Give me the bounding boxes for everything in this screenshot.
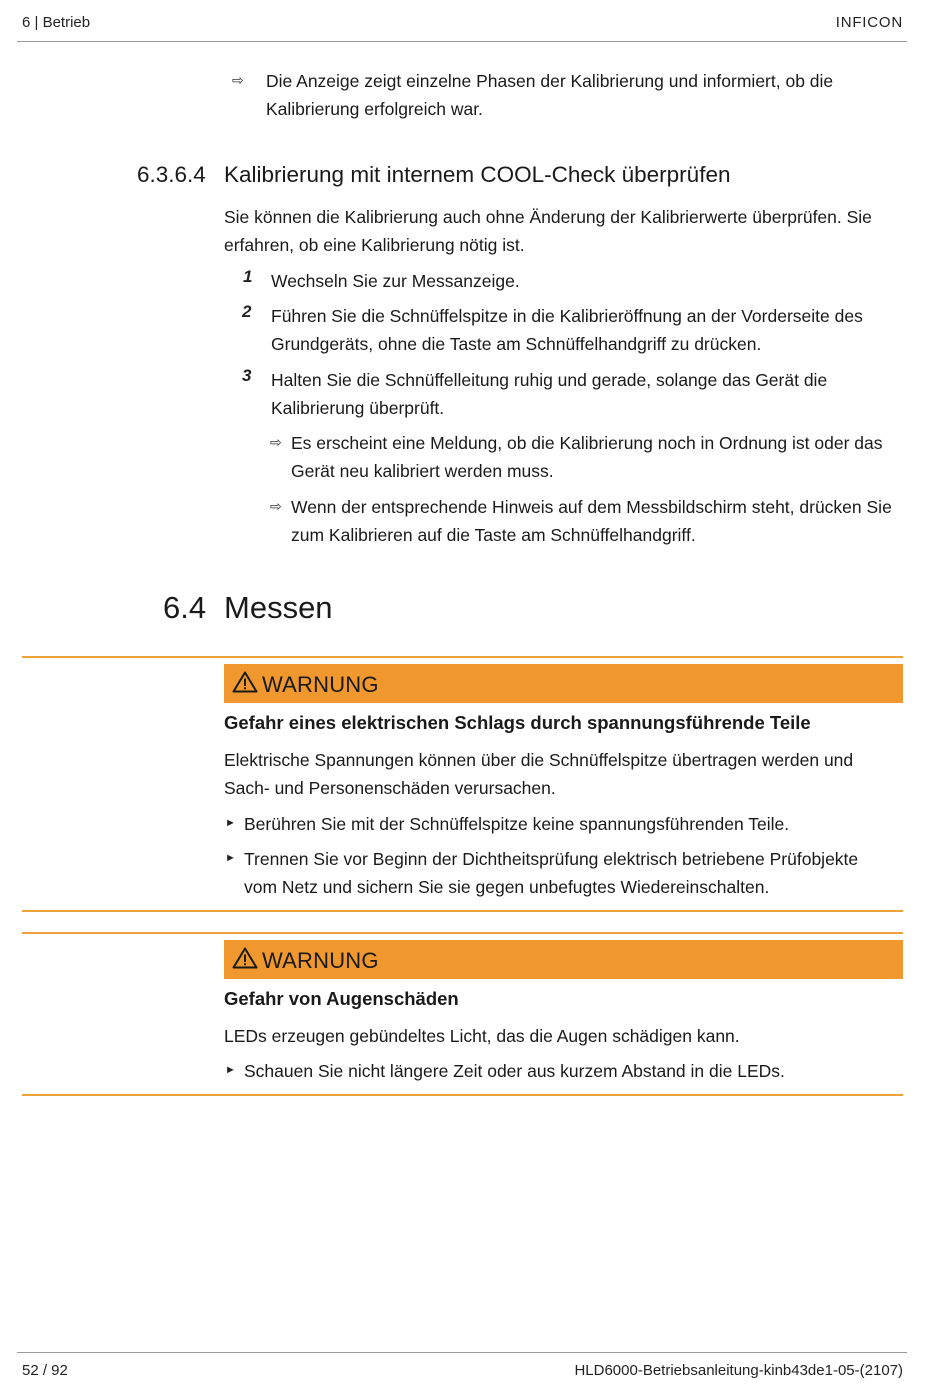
warning-heading: Gefahr eines elektrischen Schlags durch spannungsführende Teile [224, 712, 811, 733]
footer-rule [17, 1352, 907, 1353]
warning-rule-top [22, 656, 903, 658]
step-number: 1 [243, 267, 253, 286]
result-text: Gerät neu kalibriert werden muss. [291, 461, 554, 481]
section-title: Kalibrierung mit internem COOL-Check überprüfen [224, 162, 731, 187]
result-text: Wenn der entsprechende Hinweis auf dem Messbildschirm steht, drücken Sie [291, 497, 892, 517]
warning-triangle-icon [232, 947, 258, 969]
section-para-line2: erfahren, ob eine Kalibrierung nötig ist. [224, 235, 525, 255]
result-text: Es erscheint eine Meldung, ob die Kalibrierung noch in Ordnung ist oder das [291, 433, 883, 453]
warning-bullet-text: vom Netz und sichern Sie sie gegen unbefugtes Wiedereinschalten. [244, 877, 770, 897]
chapter-title: Messen [224, 590, 333, 625]
result-arrow-icon: ⇨ [270, 498, 282, 514]
result-text: zum Kalibrieren auf die Taste am Schnüffelhandgriff. [291, 525, 696, 545]
warning-para-line1: Elektrische Spannungen können über die Schnüffelspitze übertragen werden und [224, 750, 854, 770]
bullet-triangle-icon: ► [225, 1064, 236, 1076]
footer-page-number: 52 / 92 [22, 1362, 68, 1379]
section-para-line1: Sie können die Kalibrierung auch ohne Änderung der Kalibrierwerte überprüfen. Sie [224, 207, 872, 227]
step-text: Kalibrierung überprüft. [271, 398, 445, 418]
result-arrow-icon: ⇨ [270, 434, 282, 450]
warning-triangle-icon [232, 671, 258, 693]
header-section: 6 | Betrieb [22, 14, 91, 31]
warning-banner [224, 940, 903, 979]
step-number: 3 [242, 366, 252, 385]
chapter-number: 6.4 [163, 590, 207, 625]
footer-document-id: HLD6000-Betriebsanleitung-kinb43de1-05-(2107) [574, 1362, 903, 1379]
warning-rule-bottom [22, 1094, 903, 1096]
warning-para-line2: Sach- und Personenschäden verursachen. [224, 778, 556, 798]
step-text: Wechseln Sie zur Messanzeige. [271, 271, 520, 291]
warning-rule-top [22, 932, 903, 934]
warning-bullet-text: Trennen Sie vor Beginn der Dichtheitsprüfung elektrisch betriebene Prüfobjekte [244, 849, 859, 869]
warning-heading: Gefahr von Augenschäden [224, 988, 459, 1009]
step-number: 2 [242, 302, 252, 321]
intro-result-line2: Kalibrierung erfolgreich war. [266, 99, 483, 119]
warning-label: WARNUNG [262, 948, 379, 973]
header-brand: INFICON [835, 14, 903, 31]
step-text: Halten Sie die Schnüffelleitung ruhig und gerade, solange das Gerät die [271, 370, 828, 390]
bullet-triangle-icon: ► [225, 852, 236, 864]
intro-result-line1: Die Anzeige zeigt einzelne Phasen der Kalibrierung und informiert, ob die [266, 71, 834, 91]
section-number: 6.3.6.4 [137, 162, 206, 187]
warning-bullet-text: Berühren Sie mit der Schnüffelspitze keine spannungsführenden Teile. [244, 814, 790, 834]
warning-banner [224, 664, 903, 703]
result-arrow-icon: ⇨ [232, 72, 244, 88]
bullet-triangle-icon: ► [225, 817, 236, 829]
warning-rule-bottom [22, 910, 903, 912]
warning-bullet-text: Schauen Sie nicht längere Zeit oder aus kurzem Abstand in die LEDs. [244, 1061, 785, 1081]
step-text: Führen Sie die Schnüffelspitze in die Kalibrieröffnung an der Vorderseite des [271, 306, 863, 326]
warning-para-line1: LEDs erzeugen gebündeltes Licht, das die Augen schädigen kann. [224, 1026, 740, 1046]
step-text: Grundgeräts, ohne die Taste am Schnüffelhandgriff zu drücken. [271, 334, 762, 354]
warning-label: WARNUNG [262, 672, 379, 697]
header-rule [17, 41, 907, 42]
